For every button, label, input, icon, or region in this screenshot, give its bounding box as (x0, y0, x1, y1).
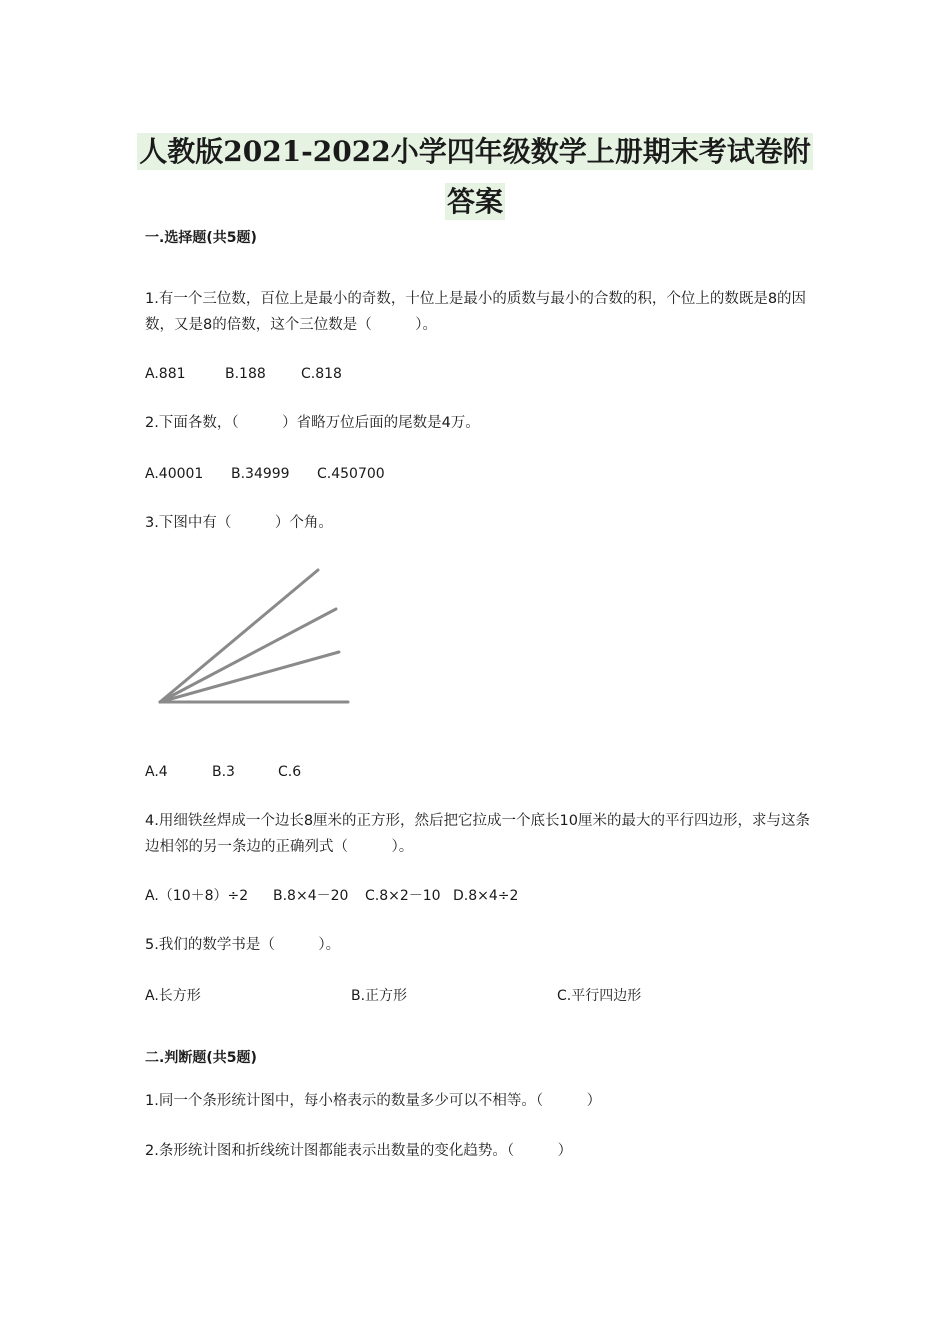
question-2-options (145, 464, 385, 484)
option: B.188 (225, 366, 266, 382)
judgement-question-2-text: 2.条形统计图和折线统计图都能表示出数量的变化趋势。（ ） (145, 1143, 573, 1159)
question-3-options (145, 762, 301, 782)
option: C.平行四边形 (557, 988, 642, 1004)
title-text-1: 人教版2021-2022小学四年级数学上册期末考试卷附 (139, 135, 811, 168)
question-5-options (145, 986, 641, 1006)
option: A.40001 (145, 466, 204, 482)
option: A.（10＋8）÷2 (145, 888, 249, 904)
option: C.8×2－10 (365, 888, 441, 904)
option: C.818 (301, 366, 342, 382)
ray-1 (160, 570, 318, 702)
question-4-text: 4.用细铁丝焊成一个边长8厘米的正方形，然后把它拉成一个底长10厘米的最大的平行四边形，求与这条边相邻的另一条边的正确列式（ ）。 (145, 813, 811, 855)
option: B.正方形 (351, 988, 408, 1004)
option: D.8×4÷2 (453, 888, 519, 904)
section-heading-choice: 一.选择题(共5题) (145, 230, 257, 246)
option: C.6 (278, 764, 302, 780)
document-title-line-2 (0, 182, 950, 222)
angle-figure (150, 560, 360, 720)
question-2-text: 2.下面各数，（ ）省略万位后面的尾数是4万。 (145, 415, 480, 431)
question-5-text: 5.我们的数学书是（ ）。 (145, 937, 341, 953)
option: B.8×4－20 (273, 888, 349, 904)
option: B.3 (212, 764, 235, 780)
ray-3 (160, 652, 339, 702)
title-text-2: 答案 (446, 185, 503, 218)
judgement-question-1-text: 1.同一个条形统计图中，每小格表示的数量多少可以不相等。（ ） (145, 1093, 602, 1109)
ray-2 (160, 609, 336, 702)
option: A.881 (145, 366, 186, 382)
question-3-text: 3.下图中有（ ）个角。 (145, 515, 333, 531)
question-1-options (145, 364, 342, 384)
question-1-text: 1.有一个三位数，百位上是最小的奇数，十位上是最小的质数与最小的合数的积，个位上的数既是8的因数，又是8的倍数，这个三位数是（ ）。 (145, 291, 807, 333)
option: B.34999 (231, 466, 290, 482)
section-heading-judgement: 二.判断题(共5题) (145, 1050, 257, 1066)
option: A.长方形 (145, 988, 201, 1004)
option: C.450700 (317, 466, 385, 482)
document-title-line-1 (0, 132, 950, 172)
option: A.4 (145, 764, 168, 780)
question-4-options (145, 886, 518, 906)
